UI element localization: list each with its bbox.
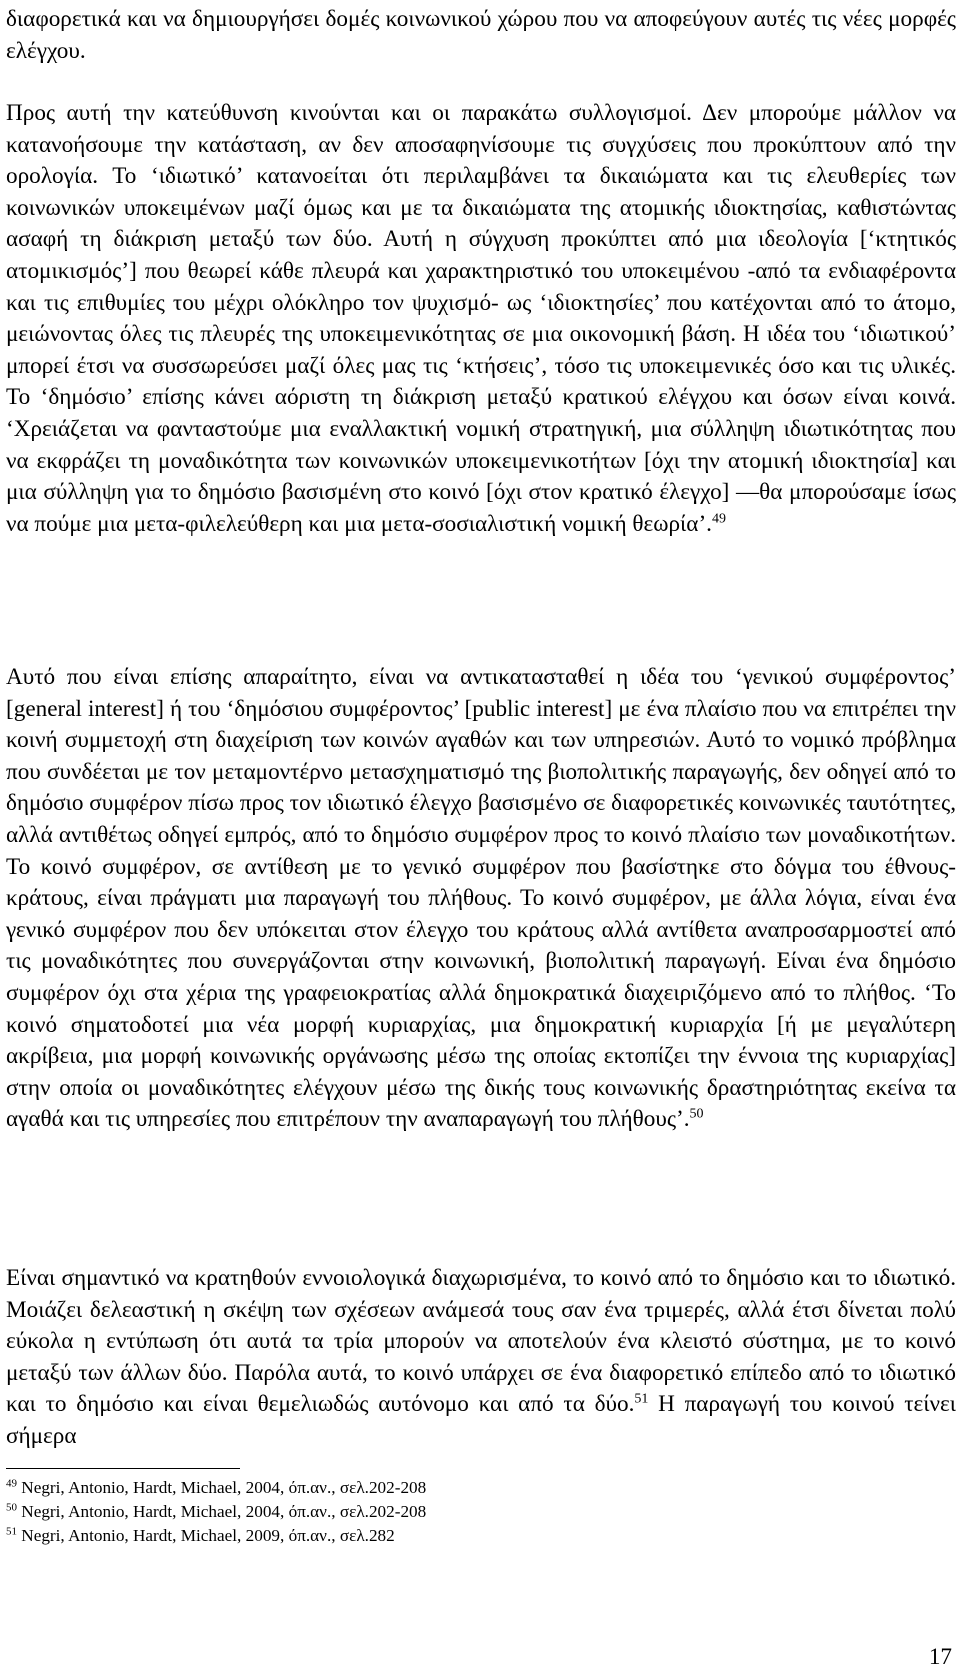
paragraph-3 <box>6 662 956 1136</box>
footnote-ref-50[interactable]: 50 <box>689 1106 704 1122</box>
paragraph-4-text-a: Είναι σημαντικό να κρατηθούν εννοιολογικά διαχωρισμένα, το κοινό από το δημόσιο και το ιδιωτικό. Μοιάζει δελεαστική η σκέψη των σχέσεων ανάμεσά τους σαν ένα τριμερές, αλλά έτσι δίνεται πολύ εύκολα η εντύπωση ότι αυτά τα τρία μπορούν να αποτελούν ένα κλειστό σύστημα, με το κοινό μεταξύ των άλλων δύο. Παρόλα αυτά, το κοινό υπάρχει σε ένα διαφορετικό επίπεδο από το ιδιωτικό και το δημόσιο και είναι θεμελιωδώς αυτόνομο και από τα δύο. <box>6 1265 956 1418</box>
paragraph-1-text: διαφορετικά και να δημιουργήσει δομές κοινωνικού χώρου που να αποφεύγουν αυτές τις νέες μορφές ελέγχου. <box>6 6 956 64</box>
paragraph-2 <box>6 98 956 540</box>
paragraph-3-text: Αυτό που είναι επίσης απαραίτητο, είναι να αντικατασταθεί η ιδέα του ‘γενικού συμφέροντος’ [general interest] ή του ‘δημόσιου συμφέροντος’ [public interest] με ένα πλαίσιο που να επιτρέπει την κοινή συμμετοχή στη διαχείριση των κοινών αγαθών και των υπηρεσιών. Αυτό το νομικό πρόβλημα που συνδέεται με τον μεταμοντέρνο μετασχηματισμό της βιοπολιτικής παραγωγής, δεν οδηγεί από το δημόσιο συμφέρον πίσω προς τον ιδιωτικό έλεγχο βασισμένο σε διαφορετικές κοινωνικές ταυτότητες, αλλά αντιθέτως οδηγεί εμπρός, από το δημόσιο συμφέρον προς το κοινό πλαίσιο των μοναδικοτήτων. Το κοινό συμφέρον, σε αντίθεση με το γενικό συμφέρον που βασίστηκε στο δόγμα του έθνους-κράτους, είναι πράγματι μια παραγωγή του πλήθους. Το κοινό συμφέρον, με άλλα λόγια, είναι ένα γενικό συμφέρον που δεν υπόκειται στον έλεγχο του κράτους αλλά αντίθετα αναπροσαρμοστεί από τις μοναδικότητες που συνεργάζονται στην κοινωνική, βιοπολιτική παραγωγή. Είναι ένα δημόσιο συμφέρον όχι στα χέρια της γραφειοκρατίας αλλά δημοκρατικά διαχειριζόμενο από το πλήθος. ‘Το κοινό σηματοδοτεί μια νέα μορφή κυριαρχίας, μια δημοκρατική κυριαρχία [ή με μεγαλύτερη ακρίβεια, μια μορφή κοινωνικής οργάνωσης μέσω της οποίας εκτοπίζει την έννοια της κυριαρχίας] στην οποία οι μοναδικότητες ελέγχουν μέσω της δικής τους κοινωνικής δραστηριότητας εκείνα τα αγαθά και τις υπηρεσίες που επιτρέπουν την αναπαραγωγή του πλήθους’. <box>6 664 956 1133</box>
paragraph-1 <box>6 4 956 67</box>
footnote-ref-49[interactable]: 49 <box>711 510 726 526</box>
paragraph-2-text: Προς αυτή την κατεύθυνση κινούνται και οι παρακάτω συλλογισμοί. Δεν μπορούμε μάλλον να κατανοήσουμε την κατάσταση, αν δεν αποσαφηνίσουμε τις συγχύσεις που προκύπτουν από την ορολογία. Το ‘ιδιωτικό’ κατανοείται ότι περιλαμβάνει τα δικαιώματα και τις ελευθερίες των κοινωνικών υποκειμένων μαζί όμως και με τα δικαιώματα της ατομικής ιδιοκτησίας, καθιστώντας ασαφή τη διάκριση μεταξύ των δύο. Αυτή η σύγχυση προκύπτει από μια ιδεολογία [‘κτητικός ατομικισμός’] που θεωρεί κάθε πλευρά και χαρακτηριστικό του υποκειμένου -από τα ενδιαφέροντα και τις επιθυμίες του μέχρι ολόκληρο τον ψυχισμό- ως ‘ιδιοκτησίες’ που κατέχονται από το άτομο, μειώνοντας όλες τις πλευρές της υποκειμενικότητας σε μια οικονομική βάση. Η ιδέα του ‘ιδιωτικού’ μπορεί έτσι να συσσωρεύσει μαζί όλες μας τις ‘κτήσεις’, τόσο τις υποκειμενικές όσο και τις υλικές. Το ‘δημόσιο’ επίσης κάνει αόριστη τη διάκριση μεταξύ κρατικού ελέγχου και όσων είναι κοινά. ‘Χρειάζεται να φανταστούμε μια εναλλακτική νομική στρατηγική, μια σύλληψη ιδιωτικότητας που να εκφράζει τη μοναδικότητα των κοινωνικών υποκειμενικοτήτων [όχι την ατομική ιδιοκτησία] και μια σύλληψη για το δημόσιο βασισμένη στο κοινό [όχι στον κρατικό έλεγχο] —θα μπορούσαμε ίσως να πούμε μια μετα-φιλελεύθερη και μια μετα-σοσιαλιστική νομική θεωρία’. <box>6 100 956 537</box>
footnote-text: Negri, Antonio, Hardt, Michael, 2009, όπ.αν., σελ.282 <box>17 1526 395 1545</box>
footnote-ref-51[interactable]: 51 <box>634 1391 649 1407</box>
footnote-51 <box>6 1524 946 1548</box>
footnote-text: Negri, Antonio, Hardt, Michael, 2004, όπ.αν., σελ.202-208 <box>17 1478 427 1497</box>
page-number: 17 <box>928 1644 952 1670</box>
paragraph-4 <box>6 1263 956 1453</box>
footnote-number: 50 <box>6 1501 17 1514</box>
paragraph-4-text-b: Η παραγωγή του κοινού τείνει σήμερα <box>6 1391 956 1449</box>
footnote-number: 49 <box>6 1477 17 1490</box>
footnote-50 <box>6 1500 946 1524</box>
footnote-separator <box>6 1468 240 1469</box>
footnote-49 <box>6 1476 946 1500</box>
footnote-text: Negri, Antonio, Hardt, Michael, 2004, όπ.αν., σελ.202-208 <box>17 1502 427 1521</box>
footnote-number: 51 <box>6 1525 17 1538</box>
